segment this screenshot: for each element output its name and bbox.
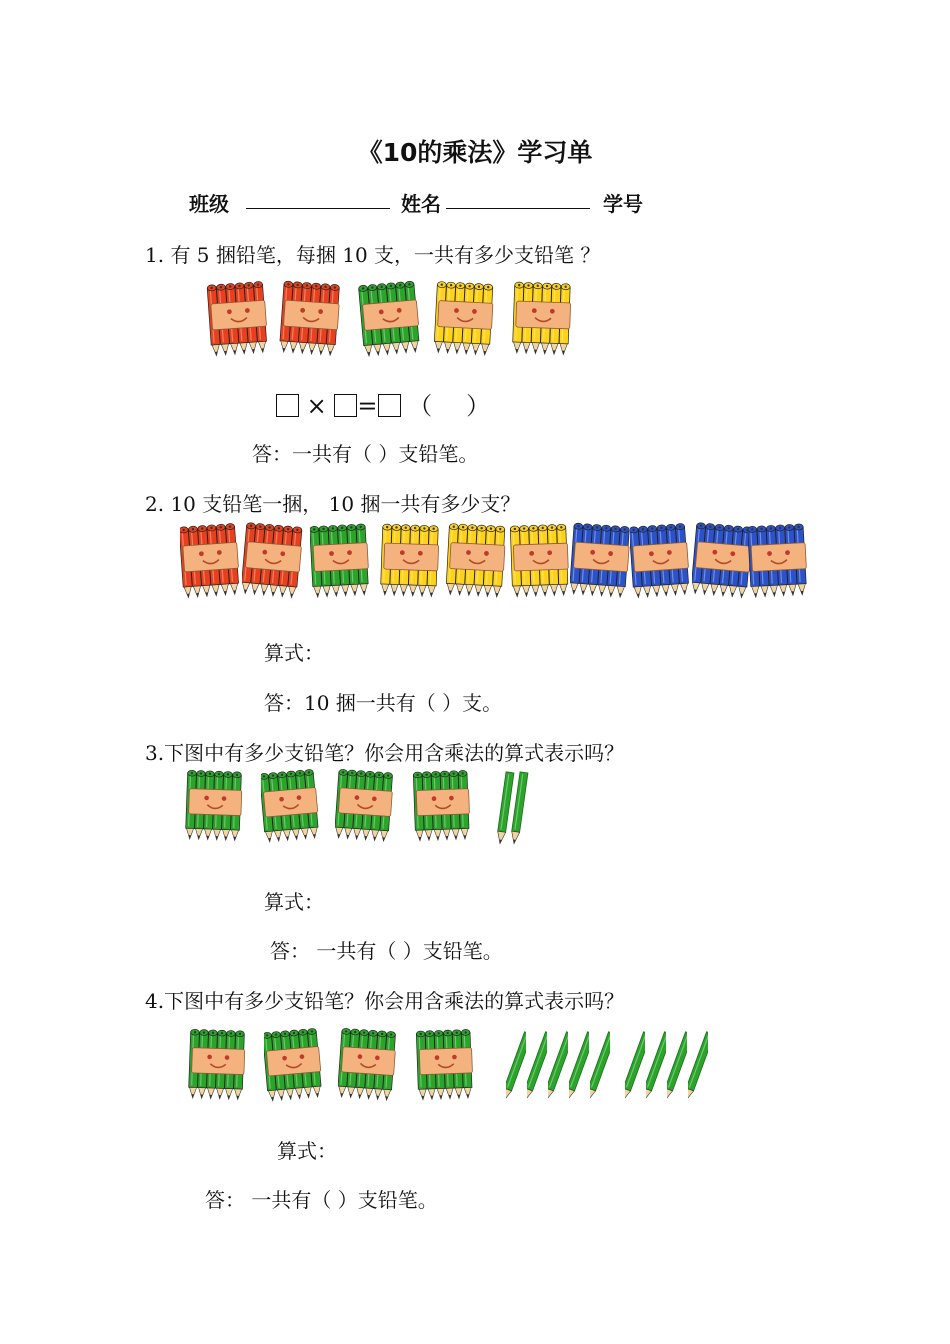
q2-bundle-6 — [510, 520, 574, 608]
q2-bundle-4 — [380, 520, 444, 608]
q3-bundle-4 — [413, 768, 475, 850]
question-1: 1. 有 5 捆铅笔，每捆 10 支，一共有多少支铅笔 ？ — [145, 243, 601, 267]
class-label: 班级 — [189, 192, 229, 216]
q1-answer: 答：一共有（ ）支铅笔。 — [252, 442, 479, 466]
q4-loose-pencil-9 — [688, 1027, 708, 1111]
q4-loose-pencil-6 — [625, 1027, 645, 1111]
question-4: 4.下图中有多少支铅笔？你会用含乘法的算式表示吗？ — [145, 989, 625, 1013]
page-title: 《10的乘法》学习单 — [357, 138, 593, 167]
q3-formula-label: 算式： — [264, 890, 324, 914]
q1-bundle-row — [206, 280, 586, 360]
q1-equation — [276, 386, 490, 421]
q1-bundle-1 — [206, 280, 274, 364]
q4-bundle-row — [188, 1027, 708, 1107]
q4-loose-pencil-2 — [527, 1027, 547, 1111]
q4-bundle-2 — [264, 1027, 326, 1109]
question-2: 2. 10 支铅笔一捆， 10 捆一共有多少支？ — [145, 492, 521, 516]
q3-bundle-row — [185, 768, 545, 848]
q4-bundle-3 — [338, 1027, 400, 1109]
paren-close: ） — [466, 392, 491, 420]
q3-loose-pencil-2 — [509, 768, 529, 852]
name-label: 姓名 — [401, 192, 441, 216]
times-symbol: × — [306, 392, 327, 420]
q2-bundle-1 — [180, 520, 244, 608]
q1-bundle-5 — [510, 280, 578, 364]
q4-answer: 答： 一共有（ ）支铅笔。 — [205, 1188, 438, 1212]
class-field[interactable] — [246, 188, 390, 214]
q2-bundle-5 — [446, 520, 510, 608]
q2-formula-label: 算式： — [264, 641, 324, 665]
q3-bundle-3 — [335, 768, 397, 850]
q3-answer: 答： 一共有（ ）支铅笔。 — [270, 939, 503, 963]
q1-bundle-3 — [358, 280, 426, 364]
q4-formula-label: 算式： — [277, 1139, 337, 1163]
q2-bundle-row — [180, 520, 810, 605]
equals-symbol: = — [357, 392, 378, 420]
q4-bundle-1 — [188, 1027, 250, 1109]
q4-loose-pencil-4 — [569, 1027, 589, 1111]
q2-bundle-8 — [630, 520, 694, 608]
q4-loose-pencil-8 — [667, 1027, 687, 1111]
q3-bundle-2 — [261, 768, 323, 850]
q2-bundle-7 — [570, 520, 634, 608]
q4-loose-pencil-1 — [506, 1027, 526, 1111]
q3-bundle-1 — [185, 768, 247, 850]
q1-box-3[interactable] — [378, 394, 401, 417]
q2-bundle-2 — [242, 520, 306, 608]
q2-bundle-3 — [310, 520, 374, 608]
q1-bundle-4 — [432, 280, 500, 364]
name-field[interactable] — [446, 188, 590, 214]
number-label: 学号 — [603, 192, 643, 216]
q2-answer: 答：10 捆一共有（ ）支。 — [264, 691, 503, 715]
q1-box-1[interactable] — [276, 394, 299, 417]
paren-open: （ — [408, 392, 433, 420]
question-3: 3.下图中有多少支铅笔？你会用含乘法的算式表示吗？ — [145, 741, 625, 765]
q4-loose-pencil-3 — [548, 1027, 568, 1111]
q4-bundle-4 — [416, 1027, 478, 1109]
q2-bundle-10 — [748, 520, 812, 608]
q4-loose-pencil-7 — [646, 1027, 666, 1111]
q4-loose-pencil-5 — [590, 1027, 610, 1111]
q1-box-2[interactable] — [334, 394, 357, 417]
q2-bundle-9 — [692, 520, 756, 608]
q1-bundle-2 — [278, 280, 346, 364]
